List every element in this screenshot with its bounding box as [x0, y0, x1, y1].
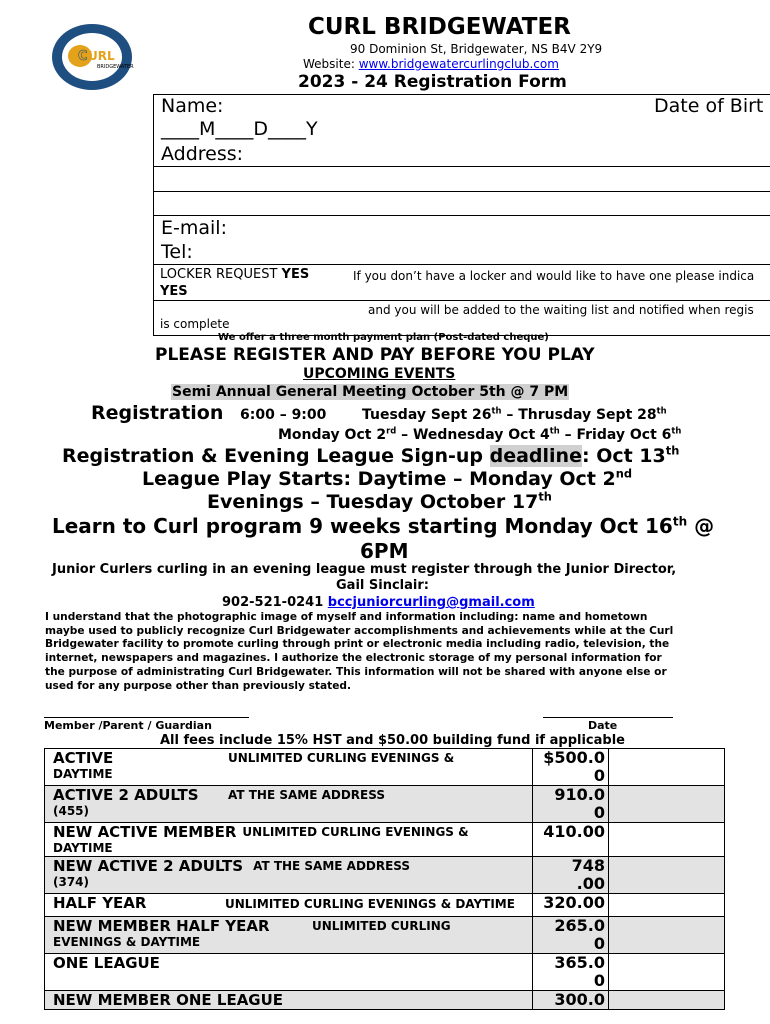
fee-select-cell[interactable] [609, 857, 725, 894]
fee-desc: AT THE SAME ADDRESS [228, 788, 385, 802]
form-title: 2023 - 24 Registration Form [298, 72, 567, 92]
address-field-2[interactable] [154, 192, 769, 214]
consent-line: used for any purpose other than previously stated. [45, 679, 351, 692]
date-line[interactable] [543, 717, 673, 718]
fee-title: NEW MEMBER HALF YEAR [53, 917, 270, 935]
fees-note: All fees include 15% HST and $50.00 building fund if applicable [160, 733, 625, 748]
locker-yes-2[interactable]: YES [160, 284, 188, 299]
member-guardian-label: Member /Parent / Guardian [44, 719, 212, 732]
fee-amount-cell: 410.00 [533, 823, 609, 857]
curl-bridgewater-logo [50, 22, 134, 92]
fee-name-cell [45, 786, 533, 823]
svg-text:C: C [78, 49, 88, 64]
fee-sub: EVENINGS & DAYTIME [53, 935, 201, 949]
locker-yes[interactable]: YES [281, 267, 310, 282]
fee-name-cell [45, 749, 533, 786]
fee-title: ACTIVE 2 ADULTS [53, 786, 199, 804]
fee-title: NEW MEMBER ONE LEAGUE [53, 991, 284, 1009]
fee-select-cell[interactable] [609, 991, 725, 1010]
learn-to-curl-time: 6PM [360, 539, 409, 563]
fee-amount-cell: $500.0 0 [533, 749, 609, 786]
fee-desc: UNLIMITED CURLING [312, 919, 451, 933]
junior-email-link[interactable]: bccjuniorcurling@gmail.com [327, 595, 535, 610]
club-title: CURL BRIDGEWATER [308, 14, 571, 40]
fee-select-cell[interactable] [609, 917, 725, 954]
evenings-start: Evenings – Tuesday October 17th [207, 489, 552, 513]
fee-row [45, 991, 725, 1010]
fee-select-cell[interactable] [609, 823, 725, 857]
fee-amount-cell: 910.0 0 [533, 786, 609, 823]
fee-row [45, 749, 725, 786]
fee-select-cell[interactable] [609, 749, 725, 786]
fee-title: ONE LEAGUE [53, 954, 160, 972]
registration-label: Registration [91, 402, 224, 424]
junior-phone: 902-521-0241 [222, 595, 328, 610]
consent-line: Bridgewater facility to promote curling through print or electronic media including radio, television, the [45, 638, 670, 651]
junior-notice-1: Junior Curlers curling in an evening league must register through the Junior Director, [52, 562, 677, 577]
payment-plan-note: We offer a three month payment plan (Post-dated cheque) [218, 332, 549, 343]
fee-amount-cell: 300.0 [533, 991, 609, 1010]
fee-row [45, 917, 725, 954]
name-label: Name: [161, 95, 224, 117]
fee-select-cell[interactable] [609, 894, 725, 917]
form-divider [153, 215, 770, 216]
fee-row [45, 823, 725, 857]
registration-dates-1: Tuesday Sept 26th – Thrusday Sept 28th [362, 405, 667, 423]
svg-text:URL: URL [88, 49, 115, 63]
dob-label: Date of Birt [654, 95, 764, 117]
dob-mdy-field[interactable]: ____M____D____Y [161, 118, 318, 140]
junior-contact [222, 595, 535, 610]
email-label: E-mail: [161, 217, 227, 239]
fee-title: NEW ACTIVE 2 ADULTS [53, 857, 244, 875]
league-play-starts: League Play Starts: Daytime – Monday Oct 2nd [142, 466, 633, 490]
fee-desc: UNLIMITED CURLING EVENINGS & [228, 751, 455, 765]
fee-name-cell [45, 857, 533, 894]
fee-name-cell [45, 917, 533, 954]
fee-amount-cell: 320.00 [533, 894, 609, 917]
junior-notice-2: Gail Sinclair: [336, 578, 429, 593]
upcoming-events-heading: UPCOMING EVENTS [303, 366, 456, 382]
locker-label: LOCKER REQUEST [160, 267, 282, 282]
fee-desc: UNLIMITED CURLING EVENINGS & DAYTIME [225, 897, 515, 911]
signature-line[interactable] [44, 717, 249, 718]
fee-row [45, 857, 725, 894]
consent-paragraph [45, 611, 725, 693]
registration-time: 6:00 – 9:00 [240, 407, 327, 423]
locker-note: If you don’t have a locker and would like to have one please indica [353, 269, 755, 283]
consent-line: internet, newspapers and magazines. I authorize the electronic storage of my personal information for [45, 652, 662, 665]
svg-text:BRIDGEWATER: BRIDGEWATER [97, 64, 134, 70]
address-label: Address: [161, 143, 244, 165]
consent-line: I understand that the photographic image of myself and information including: name and hometown [45, 611, 648, 623]
fee-row [45, 894, 725, 917]
fee-name-cell [45, 954, 533, 991]
form-divider [153, 300, 770, 301]
waiting-note: and you will be added to the waiting list and notified when regis [368, 303, 754, 317]
website-link[interactable]: www.bridgewatercurlingclub.com [358, 57, 559, 71]
fee-amount-cell: 365.0 0 [533, 954, 609, 991]
tel-label: Tel: [161, 241, 193, 263]
fee-desc: UNLIMITED CURLING EVENINGS & [242, 825, 469, 839]
fee-name-cell [45, 894, 533, 917]
deadline-highlight: deadline [489, 445, 582, 467]
fee-sub: DAYTIME [53, 841, 113, 855]
website-line [303, 57, 559, 71]
fee-title: HALF YEAR [53, 894, 147, 912]
fee-sub: DAYTIME [53, 767, 113, 781]
fee-desc: AT THE SAME ADDRESS [253, 859, 411, 873]
fee-amount-cell: 265.0 0 [533, 917, 609, 954]
registration-dates-2: Monday Oct 2rd – Wednesday Oct 4th – Friday Oct 6th [278, 425, 682, 443]
fee-row [45, 786, 725, 823]
fee-title: NEW ACTIVE MEMBER [53, 823, 237, 841]
fee-name-cell [45, 991, 533, 1010]
agm-notice: Semi Annual General Meeting October 5th @ 7 PM [172, 384, 569, 400]
signup-deadline: Registration & Evening League Sign-up deadline: Oct 13th [62, 443, 680, 467]
fees-table [44, 748, 725, 1010]
fee-amount-cell: 748 .00 [533, 857, 609, 894]
form-divider [153, 264, 770, 265]
date-label: Date [588, 719, 618, 732]
fee-row [45, 954, 725, 991]
fee-select-cell[interactable] [609, 786, 725, 823]
consent-line: the purpose of administrating Curl Bridgewater. This information will not be shared with anyone else or [45, 665, 667, 678]
address-field-1[interactable] [154, 167, 769, 190]
consent-line: maybe used to publicly recognize Curl Bridgewater accomplishments and achievements while at the Curl [45, 624, 674, 637]
locker-request [160, 267, 309, 282]
is-complete-text: is complete [160, 317, 230, 331]
please-register-heading: PLEASE REGISTER AND PAY BEFORE YOU PLAY [155, 345, 595, 365]
fee-title: ACTIVE [53, 749, 114, 767]
fee-sub: (455) [53, 804, 90, 818]
fee-sub: (374) [53, 875, 90, 889]
fee-select-cell[interactable] [609, 954, 725, 991]
club-address: 90 Dominion St, Bridgewater, NS B4V 2Y9 [350, 42, 603, 56]
learn-to-curl: Learn to Curl program 9 weeks starting Monday Oct 16th @ [52, 514, 715, 538]
fee-name-cell [45, 823, 533, 857]
website-label: Website: [303, 57, 359, 71]
